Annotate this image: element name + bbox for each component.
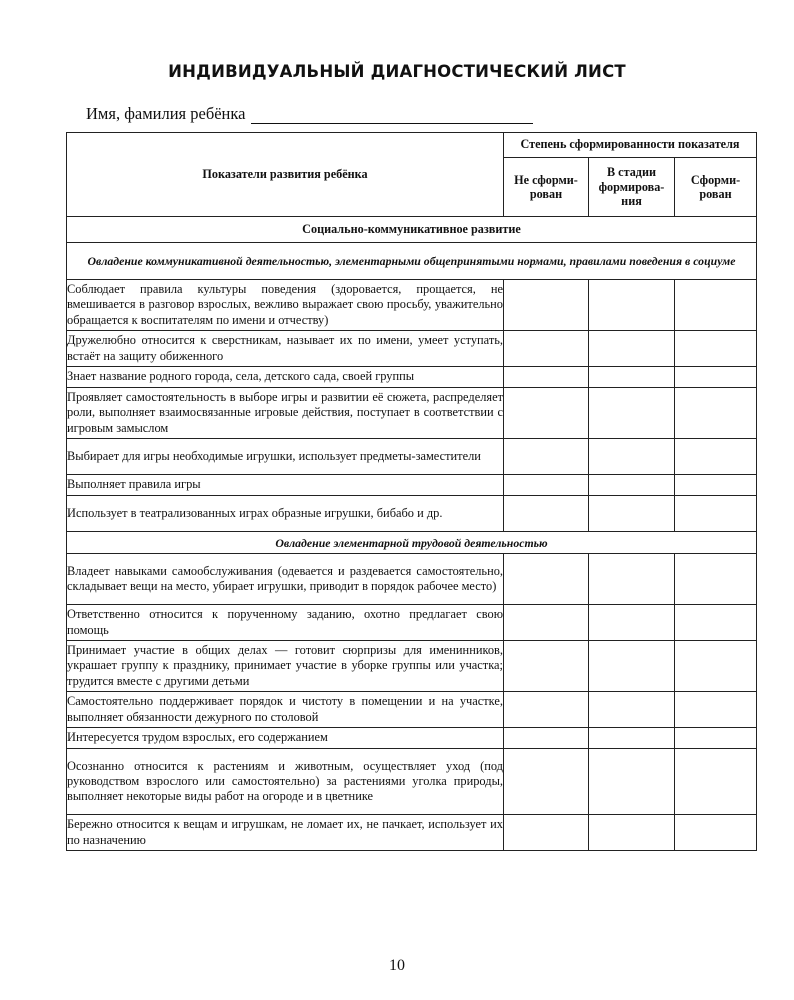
indicator-text: Ответственно относится к порученному заданию, охотно предлагает свою помощь (67, 605, 504, 641)
indicator-text: Бережно относится к вещам и игрушкам, не ломает их, не пачкает, использует их по назначению (67, 815, 504, 851)
indicator-text: Выбирает для игры необходимые игрушки, использует предметы-заместители (67, 439, 504, 475)
indicator-row (67, 692, 757, 728)
indicator-row (67, 641, 757, 692)
mark-cell-forming[interactable] (589, 280, 675, 331)
indicator-row (67, 388, 757, 439)
indicator-text: Принимает участие в общих делах — готовит сюрпризы для именинников, украшает группу к празднику, принимает участие в уборке группы или участка; трудится вместе с другими детьми (67, 641, 504, 692)
mark-cell-forming[interactable] (589, 749, 675, 815)
sheet-title: ИНДИВИДУАЛЬНЫЙ ДИАГНОСТИЧЕСКИЙ ЛИСТ (168, 62, 626, 81)
mark-cell-not-formed[interactable] (504, 496, 589, 532)
mark-cell-formed[interactable] (675, 692, 757, 728)
indicator-text: Проявляет самостоятельность в выборе игры и развитии её сюжета, распределяет роли, выполняет взаимосвязанные игровые действия, поступает в соответствии с игровым замыслом (67, 388, 504, 439)
mark-cell-forming[interactable] (589, 496, 675, 532)
mark-cell-forming[interactable] (589, 554, 675, 605)
mark-cell-forming[interactable] (589, 331, 675, 367)
mark-cell-forming[interactable] (589, 388, 675, 439)
level-header-not-formed: Не сформи-рован (504, 158, 589, 217)
level-header-formed: Сформи-рован (675, 158, 757, 217)
child-name-line (86, 104, 533, 124)
mark-cell-forming[interactable] (589, 367, 675, 388)
indicator-text: Знает название родного города, села, детского сада, своей группы (67, 367, 504, 388)
child-name-label: Имя, фамилия ребёнка (86, 104, 246, 123)
mark-cell-not-formed[interactable] (504, 439, 589, 475)
indicator-text: Выполняет правила игры (67, 475, 504, 496)
indicator-row (67, 475, 757, 496)
mark-cell-forming[interactable] (589, 605, 675, 641)
child-name-blank[interactable] (251, 107, 533, 124)
degree-column-header: Степень сформированности показателя (504, 133, 757, 158)
indicator-row (67, 749, 757, 815)
mark-cell-formed[interactable] (675, 367, 757, 388)
mark-cell-formed[interactable] (675, 815, 757, 851)
indicator-row (67, 439, 757, 475)
header-row (67, 133, 757, 158)
indicator-text: Дружелюбно относится к сверстникам, называет их по имени, умеет уступать, встаёт на защиту обиженного (67, 331, 504, 367)
mark-cell-formed[interactable] (675, 605, 757, 641)
group-title-labor: Овладение элементарной трудовой деятельностью (67, 532, 757, 554)
mark-cell-not-formed[interactable] (504, 692, 589, 728)
page-number: 10 (389, 957, 405, 974)
mark-cell-not-formed[interactable] (504, 749, 589, 815)
indicator-row (67, 367, 757, 388)
indicator-text: Использует в театрализованных играх образные игрушки, бибабо и др. (67, 496, 504, 532)
indicator-text: Самостоятельно поддерживает порядок и чистоту в помещении и на участке, выполняет обязанности дежурного по столовой (67, 692, 504, 728)
group-row (67, 532, 757, 554)
mark-cell-not-formed[interactable] (504, 605, 589, 641)
section-row (67, 217, 757, 243)
group-row (67, 243, 757, 280)
mark-cell-formed[interactable] (675, 475, 757, 496)
mark-cell-formed[interactable] (675, 496, 757, 532)
diagnostic-table (66, 132, 757, 851)
group-title-communication: Овладение коммуникативной деятельностью, элементарными общепринятыми нормами, правилами поведения в социуме (67, 243, 757, 280)
mark-cell-forming[interactable] (589, 728, 675, 749)
mark-cell-not-formed[interactable] (504, 728, 589, 749)
mark-cell-not-formed[interactable] (504, 475, 589, 496)
mark-cell-forming[interactable] (589, 439, 675, 475)
mark-cell-not-formed[interactable] (504, 331, 589, 367)
indicator-row (67, 728, 757, 749)
mark-cell-formed[interactable] (675, 749, 757, 815)
indicator-text: Осознанно относится к растениям и животным, осуществляет уход (под руководством взрослого или самостоятельно) за растениями уголка природы, выполняет некоторые виды работ на огороде и в цветнике (67, 749, 504, 815)
mark-cell-formed[interactable] (675, 641, 757, 692)
indicator-column-header: Показатели развития ребёнка (67, 133, 504, 217)
mark-cell-formed[interactable] (675, 331, 757, 367)
mark-cell-forming[interactable] (589, 475, 675, 496)
mark-cell-not-formed[interactable] (504, 641, 589, 692)
mark-cell-not-formed[interactable] (504, 815, 589, 851)
mark-cell-formed[interactable] (675, 280, 757, 331)
mark-cell-formed[interactable] (675, 439, 757, 475)
indicator-row (67, 815, 757, 851)
mark-cell-forming[interactable] (589, 692, 675, 728)
indicator-text: Соблюдает правила культуры поведения (здоровается, прощается, не вмешивается в разговор взрослых, вежливо выражает свою просьбу, уважительно обращается к воспитателям по имени и отчеству) (67, 280, 504, 331)
mark-cell-forming[interactable] (589, 815, 675, 851)
mark-cell-not-formed[interactable] (504, 367, 589, 388)
mark-cell-formed[interactable] (675, 728, 757, 749)
mark-cell-formed[interactable] (675, 554, 757, 605)
mark-cell-not-formed[interactable] (504, 280, 589, 331)
indicator-row (67, 331, 757, 367)
mark-cell-not-formed[interactable] (504, 554, 589, 605)
indicator-row (67, 554, 757, 605)
indicator-row (67, 280, 757, 331)
mark-cell-formed[interactable] (675, 388, 757, 439)
indicator-row (67, 496, 757, 532)
indicator-text: Интересуется трудом взрослых, его содержанием (67, 728, 504, 749)
level-header-forming: В стадии формирова-ния (589, 158, 675, 217)
mark-cell-not-formed[interactable] (504, 388, 589, 439)
indicator-text: Владеет навыками самообслуживания (одевается и раздевается самостоятельно, складывает вещи на место, убирает игрушки, приводит в порядок рабочее место) (67, 554, 504, 605)
mark-cell-forming[interactable] (589, 641, 675, 692)
indicator-row (67, 605, 757, 641)
section-title: Социально-коммуникативное развитие (67, 217, 757, 243)
